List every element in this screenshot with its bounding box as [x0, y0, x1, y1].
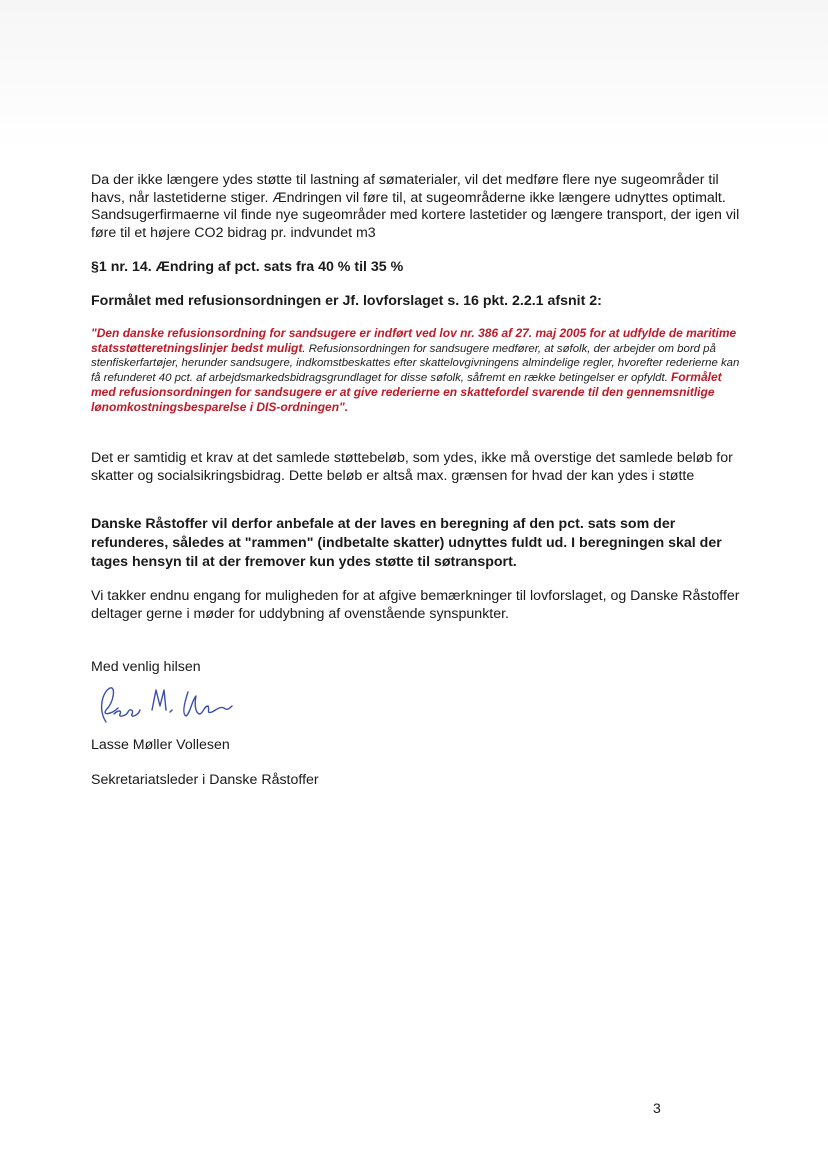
section-heading-14: §1 nr. 14. Ændring af pct. sats fra 40 % til 35 %	[91, 259, 404, 275]
section-heading-purpose: Formålet med refusionsordningen er Jf. lovforslaget s. 16 pkt. 2.2.1 afsnit 2:	[91, 293, 602, 309]
quote-plain-part: . Refusionsordningen for sandsugere medfører, at søfolk, der arbejder om bord på stenfiskerfartøjer, herunder sandsugere, indkomstbeskattes efter skattelovgivningens almindelige regler, hvorefter rederierne kan få refunderet 40 pct. af arbejdsmarkedsbidragsgrundlaget for disse søfolk, såfremt en række betingelser er opfyldt.	[91, 343, 740, 385]
closing-greeting: Med venlig hilsen	[91, 659, 201, 675]
quote-red-part-1: "Den danske refusionsordning for sandsugere er indført ved lov nr. 386 af 27. maj 2005 for at udfylde de maritime statsstøtteretningslinjer bedst muligt	[91, 326, 737, 356]
quote-red-part-2: Formålet med refusionsordningen for sandsugere er at give rederierne en skattefordel svarende til den gennemsnitlige lønomkostningsbesparelse i DIS-ordningen".	[91, 370, 722, 415]
paragraph-support-limit: Det er samtidig et krav at det samlede støttebeløb, som ydes, ikke må overstige det samlede beløb for skatter og socialsikringsbidrag. Dette beløb er altså max. grænsen for hvad der kan ydes i støtte	[91, 450, 733, 484]
paragraph-sand-areas: Da der ikke længere ydes støtte til lastning af sømaterialer, vil det medføre flere nye sugeområder til havs, når lastetiderne stiger. Ændringen vil føre til, at sugeområderne ikke længere udnyttes optimalt. Sandsugerfirmaerne vil finde nye sugeområder med kortere lastetider og længere transport, der igen vil føre til et højere CO2 bidrag pr. indvundet m3	[91, 172, 740, 241]
scan-shadow	[0, 0, 828, 150]
page-number: 3	[653, 1100, 661, 1116]
paragraph-thanks: Vi takker endnu engang for muligheden for at afgive bemærkninger til lovforslaget, og Danske Råstoffer deltager gerne i møder for uddybning af ovenstående synspunkter.	[91, 588, 740, 622]
signer-title: Sekretariatsleder i Danske Råstoffer	[91, 772, 319, 788]
paragraph-recommendation: Danske Råstoffer vil derfor anbefale at der laves en beregning af den pct. sats som der refunderes, således at "rammen" (indbetalte skatter) udnyttes fuldt ud. I beregningen skal der tages hensyn til at der fremover kun ydes støtte til søtransport.	[91, 516, 722, 570]
signer-name: Lasse Møller Vollesen	[91, 737, 230, 753]
quoted-law-excerpt	[91, 326, 741, 416]
handwritten-signature	[92, 680, 242, 730]
